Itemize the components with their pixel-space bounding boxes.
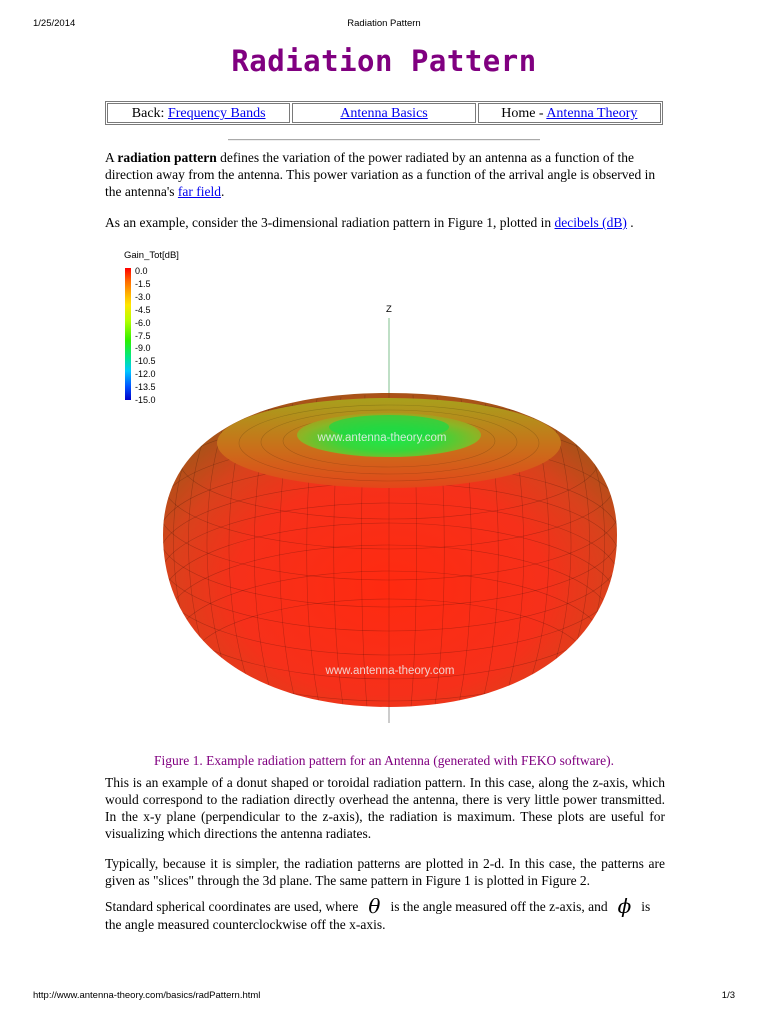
p1-text-c: . <box>221 184 225 199</box>
legend-tick: -1.5 <box>135 278 151 289</box>
print-page-number: 1/3 <box>721 990 735 1001</box>
slices-paragraph: Typically, because it is simpler, the radiation patterns are plotted in 2-d. In this case, the patterns are given as "slices" through the 3d plane. The same pattern in Figure 1 is plotted in Figure 2. <box>105 856 665 888</box>
legend-tick: -3.0 <box>135 291 151 302</box>
toroid-description-paragraph: This is an example of a donut shaped or toroidal radiation pattern. In this case, along the z-axis, which would correspond to the radiation directly overhead the antenna, there is very little power transmitted. In the x-y plane (perpendicular to the z-axis), the radiation is maximum. These plots are useful for visualizing which directions the antenna radiates. <box>105 775 665 841</box>
nav-home-prefix: Home - <box>501 106 547 121</box>
legend-tick: -6.0 <box>135 317 151 328</box>
nav-back-prefix: Back: <box>131 106 168 121</box>
legend-title: Gain_Tot[dB] <box>124 250 179 261</box>
example-paragraph <box>105 214 665 231</box>
radiation-pattern-figure <box>105 245 665 735</box>
nav-table <box>105 101 663 125</box>
watermark-bottom: www.antenna-theory.com <box>325 665 455 677</box>
nav-cell-back <box>107 103 290 123</box>
legend-tick: -12.0 <box>135 369 156 380</box>
far-field-link[interactable]: far field <box>177 184 222 199</box>
p5-text-a: Standard spherical coordinates are used, where <box>105 899 359 914</box>
divider <box>228 139 540 141</box>
legend-tick: 0.0 <box>135 266 148 276</box>
page-title: Radiation Pattern <box>231 44 537 78</box>
antenna-basics-link[interactable]: Antenna Basics <box>340 106 428 121</box>
legend-tick: -9.0 <box>135 343 151 354</box>
p2-text-a: As an example, consider the 3-dimensional radiation pattern in Figure 1, plotted in <box>105 215 555 230</box>
coordinates-paragraph <box>105 894 665 934</box>
toroid-render <box>105 245 665 735</box>
theta-symbol: θ <box>368 894 381 918</box>
p1-text-a: A <box>105 150 118 165</box>
watermark-top: www.antenna-theory.com <box>317 432 447 444</box>
print-header <box>33 18 735 32</box>
legend-tick: -15.0 <box>135 395 156 406</box>
legend-tick: -10.5 <box>135 356 156 367</box>
print-date: 1/25/2014 <box>33 18 76 29</box>
p5-text-b: is the angle measured off the z-axis, and <box>390 899 608 914</box>
p2-text-b: . <box>626 215 634 230</box>
z-axis-label: Z <box>386 304 392 315</box>
decibels-link[interactable]: decibels (dB) <box>554 215 627 230</box>
frequency-bands-link[interactable]: Frequency Bands <box>167 106 266 121</box>
p1-text-b: defines the variation of the power radiated by an antenna as a function of the direction away from the antenna. This power variation as a function of the arrival angle is observed in the antenna's <box>105 150 656 199</box>
phi-symbol: ϕ <box>617 894 632 918</box>
print-title: Radiation Pattern <box>347 18 421 29</box>
intro-paragraph <box>105 149 665 200</box>
print-url: http://www.antenna-theory.com/basics/radPattern.html <box>33 990 261 1001</box>
antenna-theory-link[interactable]: Antenna Theory <box>546 106 638 121</box>
p1-bold-term: radiation pattern <box>117 150 217 165</box>
nav-cell-home <box>478 103 661 123</box>
figure-caption: Figure 1. Example radiation pattern for an Antenna (generated with FEKO software). <box>154 753 614 768</box>
legend-tick: -7.5 <box>135 330 151 341</box>
legend-tick: -4.5 <box>135 304 151 315</box>
legend-tick: -13.5 <box>135 382 156 393</box>
p5-text-c: is the angle measured counterclockwise off the x-axis. <box>105 899 651 932</box>
print-footer <box>33 990 735 1004</box>
nav-cell-basics <box>292 103 475 123</box>
